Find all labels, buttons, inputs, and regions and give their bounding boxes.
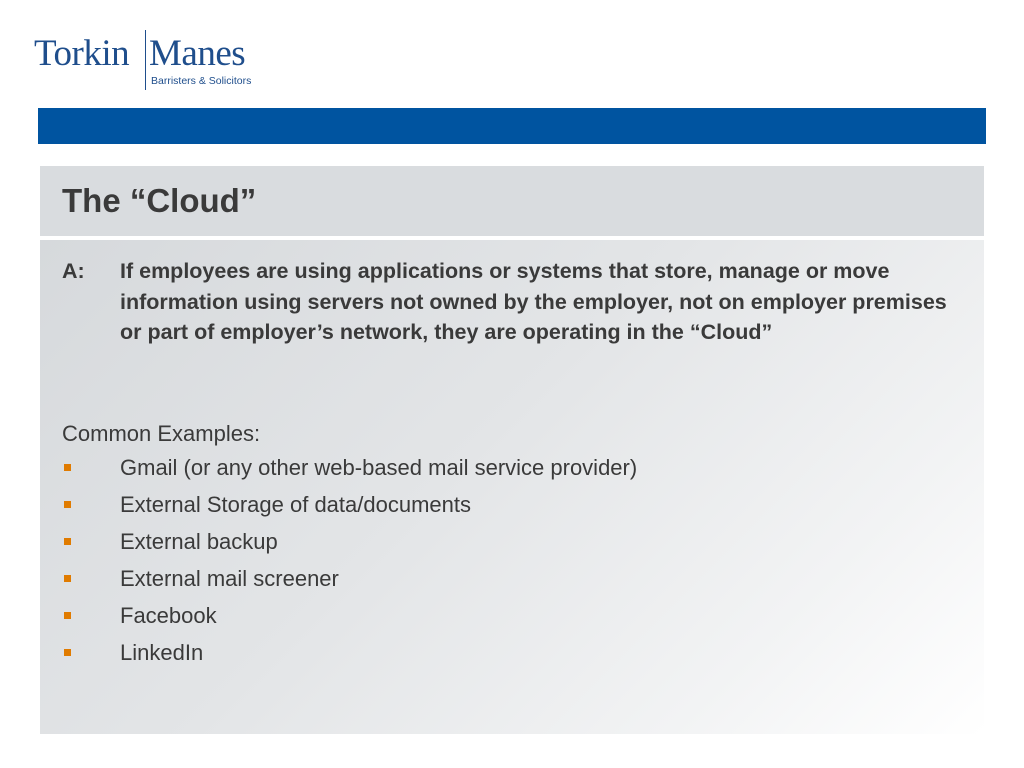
logo-divider <box>145 30 146 90</box>
answer-text: If employees are using applications or systems that store, manage or move information using servers not owned by the employer, not on employer premises or part of employer’s network, they are operating in the “Cloud” <box>120 259 947 344</box>
header-accent-bar <box>38 108 986 144</box>
logo-tagline: Barristers & Solicitors <box>151 75 252 87</box>
square-bullet-icon <box>64 538 71 545</box>
answer-prefix: A: <box>62 259 85 283</box>
square-bullet-icon <box>64 612 71 619</box>
square-bullet-icon <box>64 501 71 508</box>
example-label: External mail screener <box>120 566 339 591</box>
answer-paragraph <box>62 256 972 348</box>
example-label: External Storage of data/documents <box>120 492 471 517</box>
content-panel <box>40 240 984 734</box>
torkin-manes-logo <box>34 30 274 92</box>
logo-word-left: Torkin <box>34 33 130 74</box>
logo-word-right: Manes <box>149 33 246 74</box>
example-label: Gmail (or any other web-based mail service provider) <box>120 455 638 480</box>
example-label: Facebook <box>120 603 217 628</box>
square-bullet-icon <box>64 575 71 582</box>
title-band <box>40 166 984 236</box>
square-bullet-icon <box>64 649 71 656</box>
example-label: External backup <box>120 529 278 554</box>
slide-title: The “Cloud” <box>62 182 257 219</box>
example-label: LinkedIn <box>120 640 204 665</box>
square-bullet-icon <box>64 464 71 471</box>
examples-heading: Common Examples: <box>62 421 261 446</box>
